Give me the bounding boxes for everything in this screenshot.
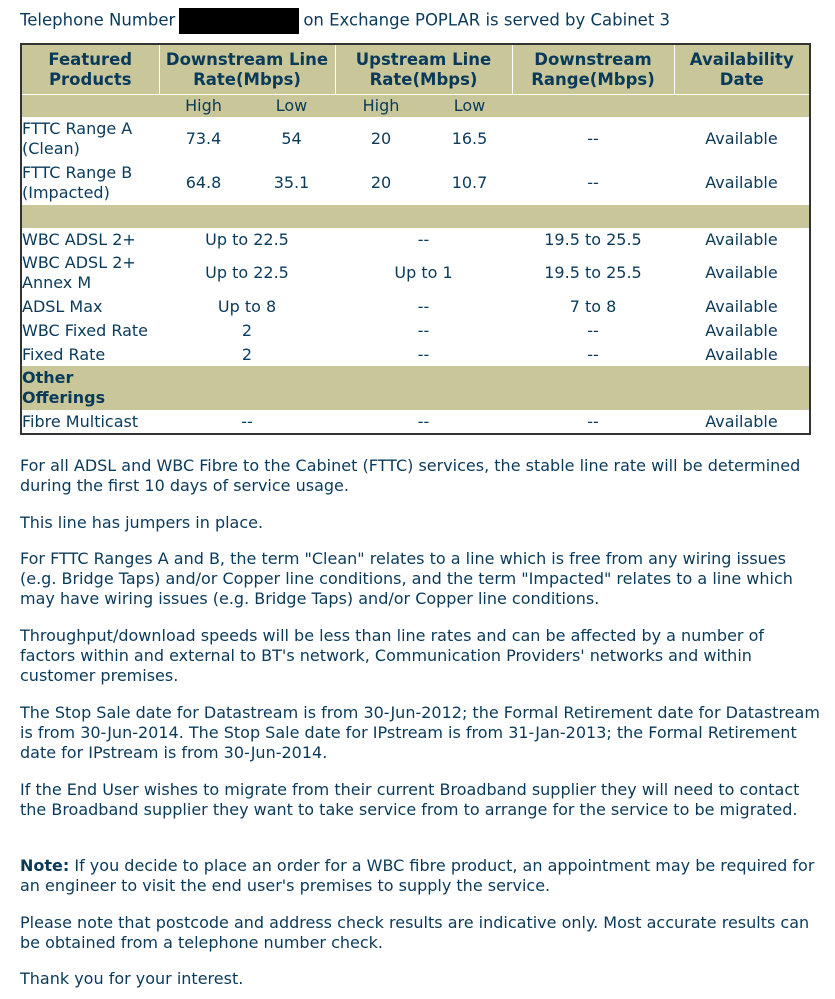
availability-value: Available — [705, 229, 778, 249]
migration-note — [20, 780, 820, 820]
header-featured-products: Featured Products — [21, 44, 159, 95]
paragraph-text: If the End User wishes to migrate from their current Broadband supplier they will need to contact the Broadband supplier they want to take service from to arrange for the service to be migrated. — [20, 780, 800, 819]
subheader-down-high: High — [159, 95, 248, 118]
cabinet-header — [20, 8, 670, 34]
jumpers-note — [20, 513, 820, 533]
header-availability-date: Availability Date — [674, 44, 810, 95]
other-offerings-label: Other Offerings — [21, 366, 159, 410]
range-value: -- — [587, 129, 599, 148]
down-high-value: 64.8 — [185, 173, 222, 192]
stop-sale-note — [20, 703, 820, 763]
paragraph-text: For all ADSL and WBC Fibre to the Cabinet (FTTC) services, the stable line rate will be determined during the first 10 days of service usage. — [20, 456, 801, 495]
upstream-value: -- — [417, 411, 430, 431]
downstream-value: Up to 8 — [217, 297, 277, 316]
product-label: ADSL Max — [22, 297, 103, 316]
paragraph-text: Please note that postcode and address check results are indicative only. Most accurate results can be obtained from a telephone number check. — [20, 913, 810, 952]
table-row — [21, 343, 810, 366]
range-value: 19.5 to 25.5 — [544, 229, 642, 249]
table-row — [21, 161, 810, 205]
services-table — [20, 43, 811, 435]
availability-value: Available — [705, 321, 778, 340]
availability-value: Available — [705, 263, 778, 282]
upstream-value: -- — [417, 229, 430, 249]
table-row — [21, 410, 810, 434]
subheader-up-high: High — [335, 95, 427, 118]
up-low-value: 16.5 — [451, 129, 488, 148]
paragraph-text: Throughput/download speeds will be less than line rates and can be affected by a number of factors within and external to BT's network, Communication Providers' networks and within customer premises. — [20, 626, 764, 685]
subheader-down-low: Low — [248, 95, 335, 118]
availability-value: Available — [705, 344, 778, 364]
table-row — [21, 251, 810, 295]
range-value: -- — [587, 173, 599, 192]
range-value: -- — [587, 344, 599, 364]
header-suffix: on Exchange POPLAR is served by Cabinet 3 — [303, 10, 671, 30]
product-label: FTTC Range A (Clean) — [22, 119, 133, 158]
table-row — [21, 295, 810, 319]
header-downstream-rate: Downstream Line Rate(Mbps) — [159, 44, 335, 95]
upstream-value: Up to 1 — [394, 263, 453, 282]
availability-value: Available — [705, 129, 778, 148]
availability-value: Available — [705, 411, 778, 431]
availability-value: Available — [705, 173, 778, 192]
table-row — [21, 228, 810, 251]
fttc-terms-note — [20, 549, 820, 609]
paragraph-text: For FTTC Ranges A and B, the term "Clean" relates to a line which is free from any wiring issues (e.g. Bridge Taps) and/or Copper line conditions, and the term "Impacted" relates to a line which may have wiring issues (e.g. Bridge Taps) and/or Copper line conditions. — [20, 549, 793, 608]
paragraph-text: Thank you for your interest. — [20, 969, 244, 988]
downstream-value: 2 — [241, 321, 253, 340]
other-offerings-row — [21, 366, 810, 410]
paragraph-text: The Stop Sale date for Datastream is from 30-Jun-2012; the Formal Retirement date for Datastream is from 30-Jun-2014. The Stop Sale date for IPstream is from 31-Jan-2013; the Formal Retirement date for IPstream is from 30-Jun-2014. — [20, 703, 820, 762]
section-separator — [21, 205, 810, 228]
downstream-value: -- — [241, 411, 253, 431]
header-prefix: Telephone Number — [20, 10, 176, 30]
downstream-value: 2 — [241, 344, 253, 364]
upstream-value: -- — [417, 297, 430, 316]
upstream-value: -- — [417, 344, 430, 364]
product-label: Fibre Multicast — [22, 411, 139, 431]
upstream-value: -- — [417, 321, 430, 340]
table-row — [21, 117, 810, 161]
paragraph-text: If you decide to place an order for a WBC fibre product, an appointment may be required for an engineer to visit the end user's premises to supply the service. — [20, 856, 815, 895]
indicative-results-note — [20, 913, 820, 953]
range-value: -- — [587, 411, 599, 431]
product-label: WBC ADSL 2+ — [22, 229, 136, 249]
down-low-value: 35.1 — [273, 173, 310, 192]
product-label: WBC Fixed Rate — [22, 321, 149, 340]
downstream-value: Up to 22.5 — [205, 229, 289, 249]
availability-value: Available — [705, 297, 778, 316]
up-high-value: 20 — [370, 173, 392, 192]
engineer-visit-note — [20, 856, 820, 896]
note-label: Note: — [20, 856, 70, 875]
throughput-note — [20, 626, 820, 686]
down-low-value: 54 — [281, 129, 302, 148]
paragraph-text: This line has jumpers in place. — [20, 513, 264, 532]
product-label: WBC ADSL 2+ Annex M — [22, 253, 136, 292]
table-row — [21, 319, 810, 343]
range-value: 19.5 to 25.5 — [544, 263, 642, 282]
subheader-empty — [21, 95, 159, 118]
subheader-up-low: Low — [427, 95, 512, 118]
up-low-value: 10.7 — [451, 173, 488, 192]
up-high-value: 20 — [370, 129, 392, 148]
product-label: Fixed Rate — [22, 344, 106, 364]
thank-you-note — [20, 969, 820, 989]
down-high-value: 73.4 — [185, 129, 222, 148]
product-label: FTTC Range B (Impacted) — [22, 163, 133, 202]
stable-line-rate-note — [20, 456, 820, 496]
range-value: -- — [587, 321, 599, 340]
downstream-value: Up to 22.5 — [205, 263, 289, 282]
header-downstream-range: Downstream Range(Mbps) — [512, 44, 674, 95]
range-value: 7 to 8 — [569, 297, 617, 316]
redacted-phone-number — [179, 8, 299, 34]
header-upstream-rate: Upstream Line Rate(Mbps) — [335, 44, 512, 95]
